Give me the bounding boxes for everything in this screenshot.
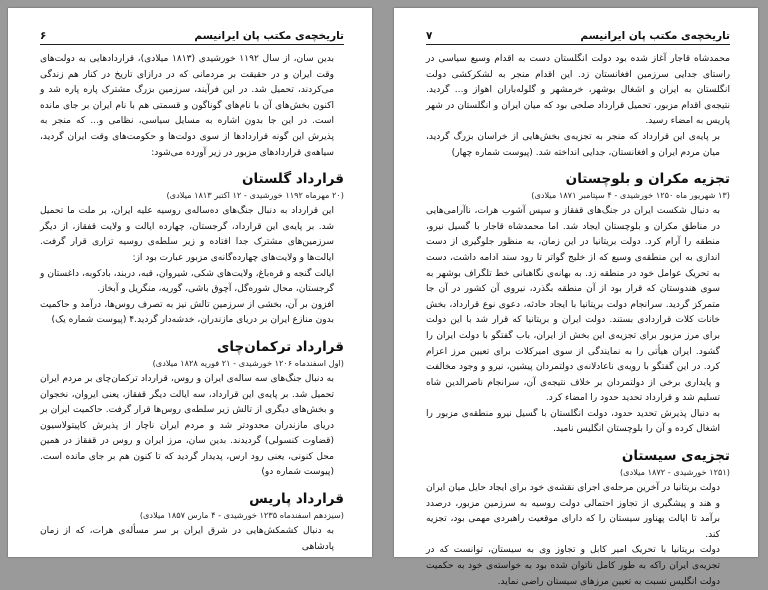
page-body: [426, 52, 730, 590]
section-heading: قرارداد ترکمان‌چای: [217, 338, 344, 355]
body-paragraph: به دنبال شکست ایران در جنگ‌های قفقاز و سپس آشوب هرات، ناآرامی‌هایی در مناطق مکران و بلوچستان ایجاد شد. اما محمدشاه قاجار با گسیل نیرو، منطقه را آرام کرد. دولت بریتانیا در این زمان، به منظور جلوگیری از دست اندازی به این منطقه‌ی وسیع که از خلیج گواتر تا رود سند ادامه داشت، دست به تحریک عوامل خود در منطقه زد. به بهانه‌ی نگاهبانی خط تلگراف بوشهر به سوی هندوستان که قرار بود از آن منطقه بگذرد، نیروی آن کشور در آن جا متمرکز گردید. سرانجام دولت بریتانیا با ایجاد حادثه، دعوی نوع قرارداد، بخش خانات کلات قراردادی بستند. دولت ایران و بریتانیا که قرار شد با این دولت برای مرز مزبور برای تجزیه‌ی این بخش از ایران، باب گفتگو با دولت ایران را گشود. ایران هیأتی را به نمایندگی از سوی امیرکلات برای تعیین مرز اعزام کرد. در این گفتگو با رویه‌ی ناعادلانه‌ی دولتمردان پیشین، نیرو و وجود مخالفت و پایداری برخی از دولتمردان بر خلاف نتیجه‌ی آن، سرانجام ناصرالدین شاه تسلیم شد و قرارداد تحدید حدود را امضاء کرد.: [426, 206, 720, 404]
section-date: (سیزدهم اسفندماه ۱۲۳۵ خورشیدی - ۴ مارس ۱۸۵۷ میلادی): [139, 510, 344, 521]
body-paragraph: به دنبال پذیرش تحدید حدود، دولت انگلستان با گسیل نیرو منطقه‌ی مزبور را اشغال کرده و آن را بلوچستان انگلیس نامید.: [426, 408, 720, 435]
page-number: ۷: [426, 30, 433, 42]
body-paragraph: به دنبال کشمکش‌هایی در شرق ایران بر سر مسأله‌ی هرات، که از زمان پادشاهی: [40, 526, 334, 552]
page-left: [8, 8, 372, 557]
body-paragraph: ایالت گنجه و قره‌باغ، ولایت‌های شکی، شیروان، قبه، دربند، بادکوبه، داغستان و گرجستان، محال شوره‌گل، آچوق باشی، گوریه، منگریل و آبخاز.: [40, 268, 334, 295]
section-heading: قرارداد گلستان: [241, 171, 344, 188]
section-heading: تجزیه مکران و بلوچستان: [565, 171, 730, 188]
body-paragraph: محمدشاه قاجار آغاز شده بود دولت انگلستان دست به اقدام وسیع سیاسی در راستای جدایی سرزمین افغانستان زد. این اقدام منجر به لشکرکشی دولت انگلستان به ایران و اشغال بوشهر، خرمشهر و گلوله‌باران اهواز و... گردید. نتیجه‌ی اقدام مزبور، تحمیل قرارداد صلحی بود که میان ایران و انگلستان در شهر پاریس به امضاء رسید.: [426, 54, 730, 127]
page-header: [40, 24, 344, 45]
body-paragraph: به دنبال جنگ‌های سه ساله‌ی ایران و روس، قرارداد ترکمان‌چای بر مردم ایران تحمیل شد. بر پایه‌ی این قرارداد، سه ایالت دیگر قفقاز، یعنی ایروان، نخجوان و بخش‌های دیگری از تالش زیر سلطه‌ی روس‌ها قرار گرفت. حاکمیت ایران بر دریای مازندران محدودتر شد و مردم ایران ناچار از پذیرش کاپیتولاسیون (قضاوت کنسولی) گردیدند. بدین سان، مرز ایران و روس در قفقاز در همین محل کنونی، یعنی رود ارس، پدیدار گردید که تا کنون هم بر جای مانده است. (پیوست شماره دو): [40, 373, 334, 478]
page-right: [394, 8, 758, 587]
body-paragraph: بر پایه‌ی این قرارداد که منجر به تجزیه‌ی بخش‌هایی از خراسان بزرگ گردید، میان مردم ایران و افغانستان، جدایی انداخته شد. (پیوست شماره چهار): [426, 131, 720, 158]
body-paragraph: افزون بر آن، بخشی از سرزمین تالش نیز به تصرف روس‌ها، درآمد و حاکمیت بدون منازع ایران بر دریای مازندران، خدشه‌دار گردید.۴ (پیوست شماره یک): [40, 299, 334, 326]
body-paragraph: این قرارداد به دنبال جنگ‌های ده‌ساله‌ی روسیه علیه ایران، بر ملت ما تحمیل شد. بر پایه‌ی این قرارداد، گرجستان، چهارده ایالت و ولایت قفقاز، از دیگر سرزمین‌های مشترک جدا افتاده و زیر سلطه‌ی روسیه تزاری قرار گرفت. ایالت‌ها و ولایت‌های چهارده‌گانه‌ی مزبور عبارت بود از:: [40, 206, 334, 263]
running-title: تاریخچه‌ی مکتب پان ایرانیسم: [194, 30, 344, 42]
section-date: (۱۳ شهریور ماه ۱۲۵۰ خورشیدی - ۴ سپتامبر ۱۸۷۱ میلادی): [531, 190, 730, 201]
section-date: (۲۰ مهرماه ۱۱۹۲ خورشیدی - ۱۲ اکتبر ۱۸۱۳ میلادی): [166, 190, 344, 201]
body-paragraph: بدین سان، از سال ۱۱۹۲ خورشیدی (۱۸۱۳ میلادی)، قراردادهایی به دولت‌های وقت ایران و در حقیقت بر مردمانی که در درازای تاریخ در کنار هم زندگی می‌کردند، تحمیل شد. در این فرآیند، سرزمین بزرگ مشترک پاره پاره شد و اکنون بخش‌های آن با نام‌های گوناگون و قسمتی هم با نام ایران بر جای مانده است. در این جا بدون اشاره به مسایل سیاسی، نظامی و... که منجر به پذیرش این گونه قراردادها از سوی دولت‌ها و حکومت‌های وقت ایران گردید، سیاهه‌ی قراردادهای مزبور در زیر آورده می‌شود:: [40, 54, 334, 158]
running-title: تاریخچه‌ی مکتب پان ایرانیسم: [580, 30, 730, 42]
section-date: (اول اسفندماه ۱۲۰۶ خورشیدی - ۲۱ فوریه ۱۸۲۸ میلادی): [152, 357, 344, 368]
section-heading: قرارداد پاریس: [249, 491, 344, 508]
page-body: [40, 52, 344, 555]
body-paragraph: دولت بریتانیا با تحریک امیر کابل و تجاوز وی به سیستان، توانست که در تجزیه‌ی ایران راکه به طور کامل ناتوان شده بود به خواسته‌ی خود به حکمیت دولت انگلیس نسبت به تعیین مرزهای سیستان راضی نماید.: [426, 545, 720, 587]
page-header: [426, 24, 730, 45]
page-number: ۶: [40, 30, 47, 42]
section-heading: تجزیه‌ی سیستان: [621, 448, 730, 465]
body-paragraph: دولت بریتانیا در آخرین مرحله‌ی اجرای نقشه‌ی خود برای ایجاد حایل میان ایران و هند و پیشگیری از تجاوز احتمالی دولت روسیه به سرزمین مزبور، درصدد برآمد تا ایالت پهناور سیستان را که دارای موقعیت راهبردی مهمی بود، تجزیه کند.: [426, 483, 720, 540]
section-date: (۱۲۵۱ خورشیدی - ۱۸۷۲ میلادی): [619, 467, 730, 478]
